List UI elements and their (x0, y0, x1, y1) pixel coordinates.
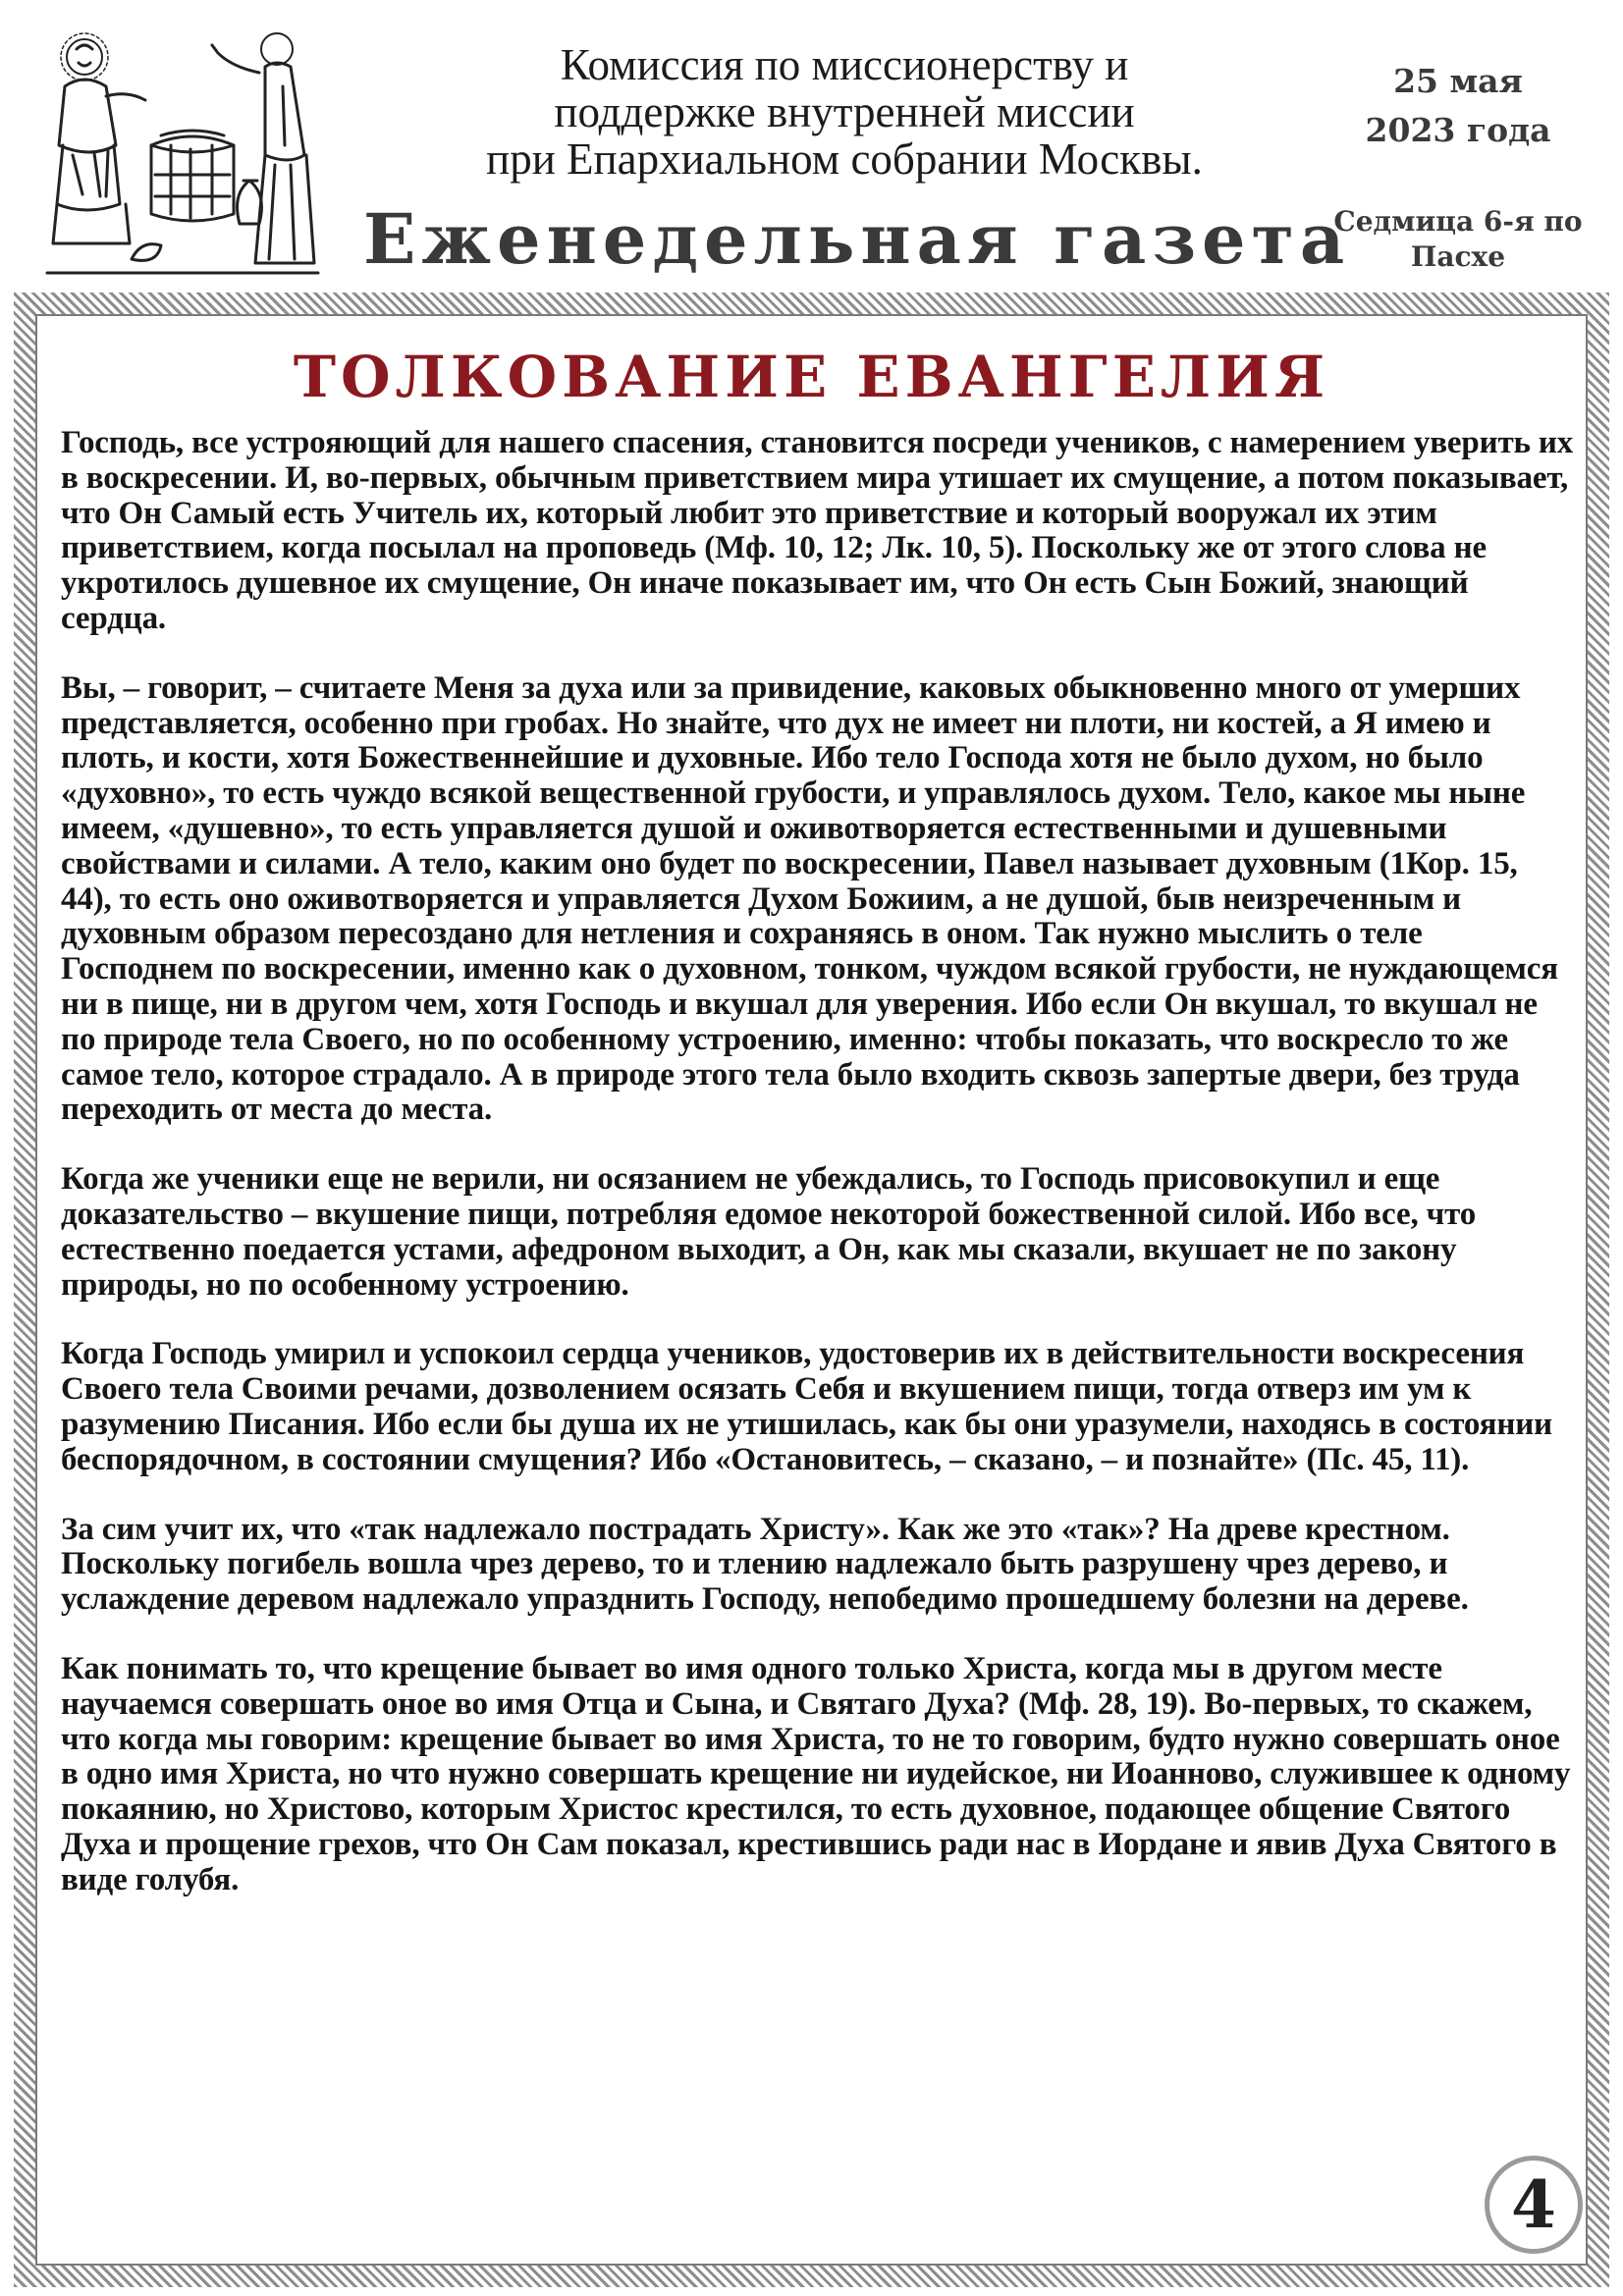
issue-date (1325, 57, 1591, 155)
commission-line-2: поддержке внутренней миссии (554, 87, 1135, 136)
article-paragraph: Как понимать то, что крещение бывает во имя одного только Христа, когда мы в другом месте научаемся совершать оное во имя Отца и Сына, и Святаго Духа? (Мф. 28, 19). Во-первых, то скажем, что когда мы говорим: крещение бывает во имя Христа, то не то говорим, будто нужно совершать оное в одно имя Христа, но что нужно совершать крещение ни иудейское, ни Иоанново, служившее к одному покаянию, но Христово, которым Христос крестился, то есть духовное, подающее общение Святого Духа и прощение грехов, что Он Сам показал, крестившись ради нас в Иордане и явив Духа Святого в виде голубя. (61, 1650, 1571, 1897)
article-body (61, 426, 1574, 1932)
liturgical-week-line-2: Пасхе (1410, 240, 1506, 273)
commission-line-1: Комиссия по миссионерству и (560, 40, 1129, 89)
content-panel (35, 314, 1588, 2266)
commission-line-3: при Епархиальном собрании Москвы. (486, 134, 1203, 184)
issue-date-day: 25 мая (1393, 62, 1523, 100)
ornamental-border (14, 293, 1609, 2287)
liturgical-week-line-1: Седмица 6-я по (1333, 205, 1583, 238)
issue-date-year: 2023 года (1365, 111, 1551, 149)
article-paragraph: Когда же ученики еще не верили, ни осязанием не убеждались, то Господь присовокупил и еще доказательство – вкушение пищи, потребляя едомое некоторой божественной силой. Ибо все, что естественно поедается устами, афедроном выходит, а Он, как мы сказали, вкушает не по закону природы, но по особенному устроению. (61, 1161, 1477, 1303)
liturgical-week (1316, 204, 1600, 275)
article-paragraph: Вы, – говорит, – считаете Меня за духа или за привидение, каковых обыкновенно много от умерших представляется, особенно при гробах. Но знайте, что дух не имеет ни плоти, ни костей, а Я имею и плоть, и кости, хотя Божественнейшие и духовные. Ибо тело Господа хотя не было духом, но было «духовно», то есть чуждо всякой вещественной грубости, и управлялось духом. Тело, какое мы ныне имеем, «душевно», то есть управляется душой и оживотворяется естественными и душевными свойствами и силами. А тело, каким оно будет по воскресении, Павел называет духовным (1Кор. 15, 44), то есть оно оживотворяется и управляется Духом Божиим, а не душой, быв неизреченным и духовным образом пересоздано для нетления и сохраняясь в оном. Так нужно мыслить о теле Господнем по воскресении, именно как о духовном, тонком, чуждом всякой грубости, не нуждающемся ни в пище, ни в другом чем, хотя Господь и вкушал для уверения. Ибо если Он вкушал, то вкушал не по природе тела Своего, но по особенному устроению, именно: чтобы показать, что воскресло то же самое тело, которое страдало. А в природе этого тела было входить сквозь запертые двери, без труда переходить от места до места. (61, 669, 1558, 1128)
page-header (0, 0, 1623, 294)
article-paragraph: Когда Господь умирил и успокоил сердца учеников, удостоверив их в действительности воскресения Своего тела Своими речами, дозволением осязать Себя и вкушением пищи, тогда отверз им ум к разумению Писания. Ибо если бы душа их не утишилась, как бы они уразумели, находясь в состоянии беспорядочном, в состоянии смущения? Ибо «Остановитесь, – сказано, – и познайте» (Пс. 45, 11). (61, 1336, 1552, 1477)
page-number-badge: 4 (1485, 2156, 1583, 2254)
newspaper-title: Еженедельная газета (363, 198, 1351, 280)
article-paragraph: За сим учит их, что «так надлежало пострадать Христу». Как же это «так»? На древе крестном. Поскольку погибель вошла чрез дерево, то и тлению надлежало быть разрушену чрез дерево, и услаждение деревом надлежало упразднить Господу, непобедимо прошедшему болезни на дереве. (61, 1511, 1469, 1618)
commission-heading (412, 41, 1276, 183)
christ-samaritan-woman-illustration-icon (43, 27, 323, 281)
article-paragraph: Господь, все устрояющий для нашего спасения, становится посреди учеников, с намерением уверить их в воскресении. И, во-первых, обычным приветствием мира утишает их смущение, а потом показывает, что Он Самый есть Учитель их, который любит это приветствие и который вооружал их этим приветствием, когда посылал на проповедь (Мф. 10, 12; Лк. 10, 5). Поскольку же от этого слова не укротилось душевное их смущение, Он иначе показывает им, что Он есть Сын Божий, знающий сердца. (61, 425, 1574, 636)
section-title: ТОЛКОВАНИЕ ЕВАНГЕЛИЯ (293, 344, 1330, 410)
